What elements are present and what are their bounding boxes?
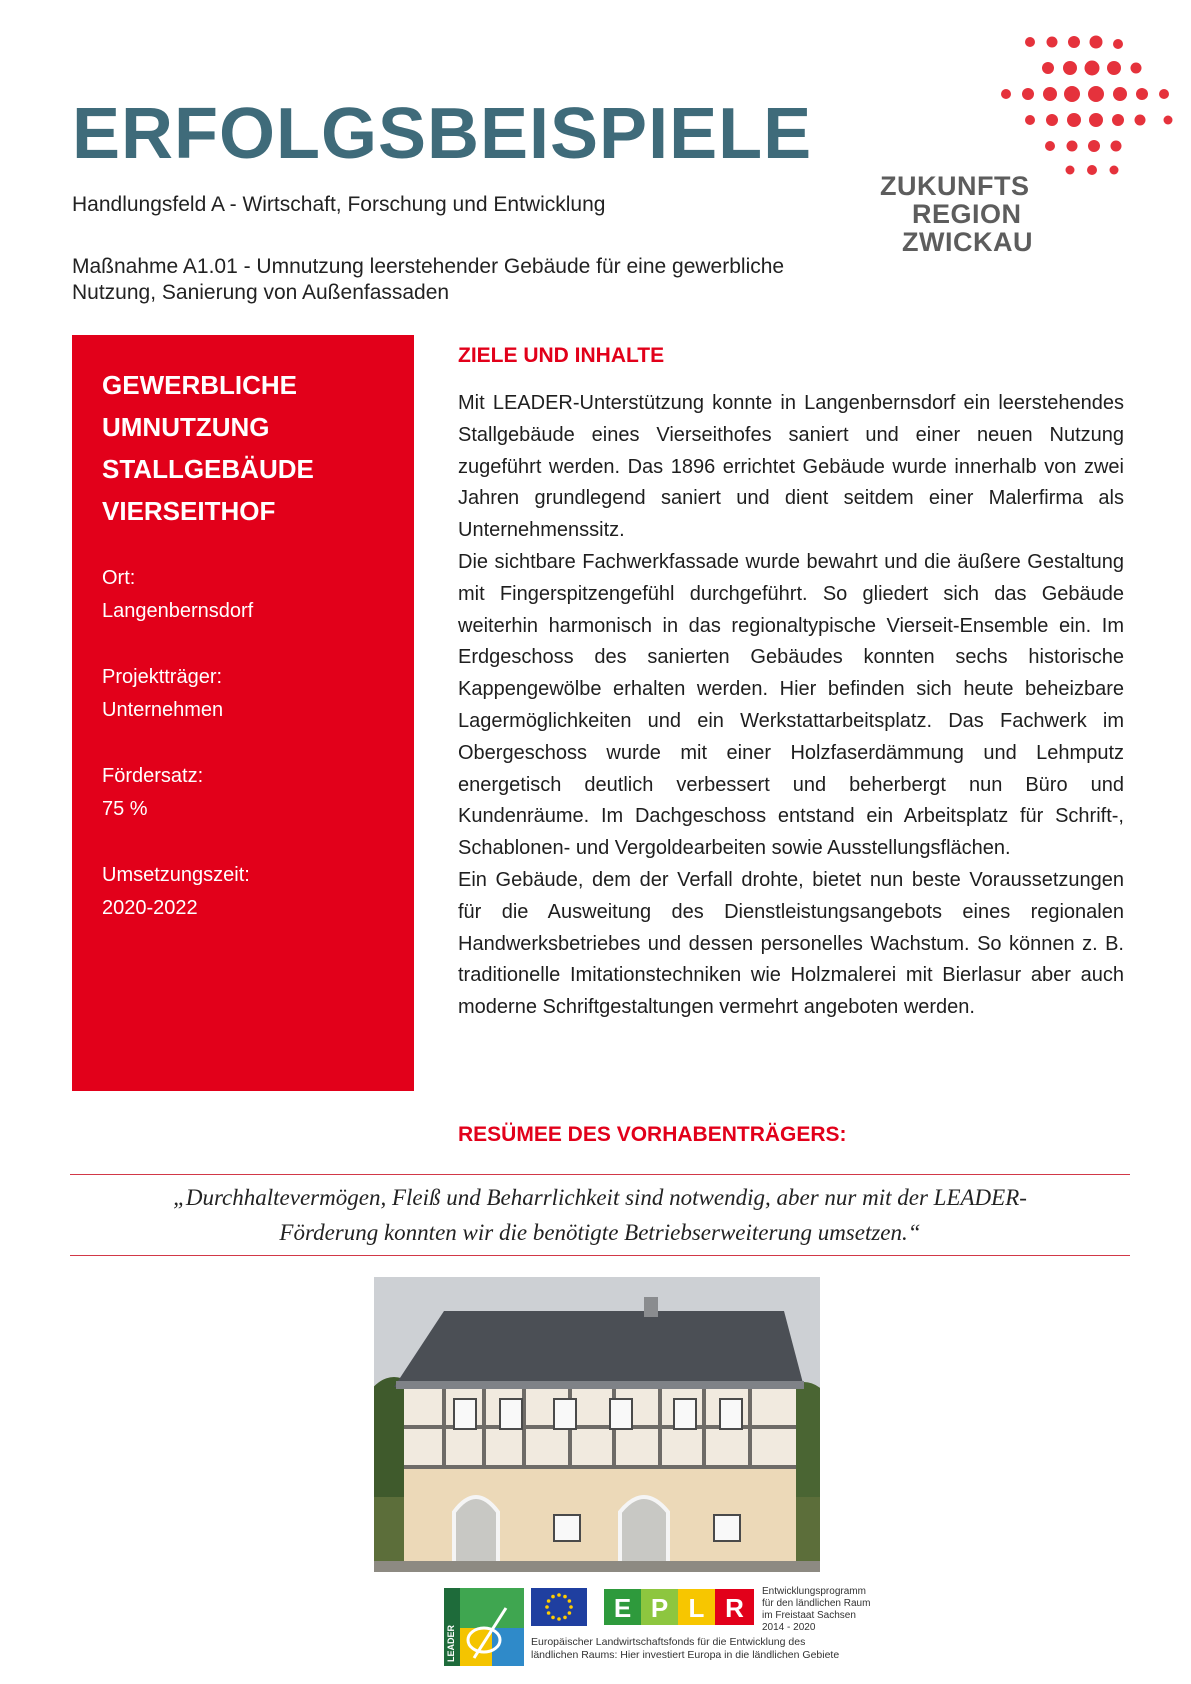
eplr-description	[762, 1586, 902, 1634]
resumee-heading: RESÜMEE DES VORHABENTRÄGERS:	[458, 1123, 847, 1146]
projekttraeger-label: Projektträger:	[102, 666, 223, 688]
logo-line-1: ZUKUNFTS	[880, 171, 1030, 201]
eplr-desc-line: für den ländlichen Raum	[762, 1598, 871, 1609]
umsetzungszeit-label: Umsetzungszeit:	[102, 864, 250, 886]
page-title: ERFOLGSBEISPIELE	[72, 94, 813, 174]
eu-fund-line: ländlichen Raums: Hier investiert Europa in die ländlichen Gebiete	[531, 1649, 840, 1661]
building-photo	[374, 1277, 820, 1572]
project-title-line: UMNUTZUNG	[102, 412, 270, 442]
paragraph: Ein Gebäude, dem der Verfall drohte, bietet nun beste Voraussetzungen für die Ausweitung des Dienstleistungsangebots eines regionalen Handwerksbetriebes und dessen personelles Wachstum. So können z. B. traditionelle Imitationstechniken wie Holzmalerei mit Bierlasur aber auch moderne Schriftgestaltungen vermehrt angeboten werden.	[458, 868, 1124, 1019]
body-text	[458, 388, 1124, 1024]
ziele-heading: ZIELE UND INHALTE	[458, 344, 665, 367]
eplr-desc-line: im Freistaat Sachsen	[762, 1610, 856, 1621]
paragraph: Mit LEADER-Unterstützung konnte in Langenbernsdorf ein leerstehendes Stallgebäude eines Vierseithofes saniert und einer neuen Nutzung zugeführt werden. Das 1896 errichtet Gebäude wurde innerhalb von zwei Jahren grundlegend saniert und dient seitdem einer Malerfirma als Unternehmenssitz.	[458, 392, 1124, 542]
foerdersatz-label: Fördersatz:	[102, 765, 204, 787]
zukunftsregion-logo-icon	[990, 22, 1180, 182]
logo-wordmark	[880, 172, 1070, 256]
divider	[70, 1174, 1130, 1175]
paragraph: Die sichtbare Fachwerkfassade wurde bewahrt und die äußere Gestaltung mit Fingerspitzengefühl durchgeführt. So gliedert sich das Gebäude weiterhin harmonisch in das regionaltypische Vierseit-Ensemble ein. Im Erdgeschoss des sanierten Gebäudes konnten sechs historische Kappengewölbe erhalten werden. Hier befinden sich heute beheizbare Lagermöglichkeiten und ein Werkstattarbeitsplatz. Das Fachwerk im Obergeschoss wurde mit einer Holzfaserdämmung und Lehmputz energetisch deutlich verbessert und beherbergt nun Büro und Kundenräume. Im Dachgeschoss entstand ein Arbeitsplatz für Schrift-, Schablonen- und Vergoldearbeiten sowie Ausstellungsflächen.	[458, 550, 1124, 860]
ort-value: Langenbernsdorf	[102, 600, 254, 622]
eu-flag-icon	[531, 1588, 587, 1626]
quote-line-1: „Durchhaltevermögen, Fleiß und Beharrlichkeit sind notwendig, aber nur mit der LEADER-	[173, 1185, 1027, 1210]
eu-fund-line: Europäischer Landwirtschaftsfonds für die Entwicklung des	[531, 1636, 806, 1648]
quote	[70, 1180, 1130, 1250]
quote-line-2: Förderung konnten wir die benötigte Betriebserweiterung umsetzen.“	[279, 1220, 921, 1245]
eplr-logo-icon	[604, 1589, 754, 1625]
project-title-line: VIERSEITHOF	[102, 496, 276, 526]
leader-logo-icon	[444, 1588, 524, 1666]
foerdersatz-value: 75 %	[102, 798, 148, 820]
measure-line-1: Maßnahme A1.01 - Umnutzung leerstehender Gebäude für eine gewerbliche	[72, 255, 785, 278]
measure-description	[72, 254, 852, 306]
project-title-line: GEWERBLICHE	[102, 370, 297, 400]
logo-line-3: ZWICKAU	[902, 227, 1033, 257]
logo-line-2: REGION	[912, 199, 1022, 229]
eplr-desc-line: 2014 - 2020	[762, 1622, 816, 1633]
eplr-desc-line: Entwicklungsprogramm	[762, 1586, 866, 1597]
projekttraeger-value: Unternehmen	[102, 699, 224, 721]
page-subtitle: Handlungsfeld A - Wirtschaft, Forschung und Entwicklung	[72, 193, 606, 216]
leader-label: LEADER	[446, 1624, 456, 1662]
eplr-letter: E	[613, 1593, 632, 1623]
project-title	[102, 364, 402, 532]
eu-fund-text	[531, 1636, 861, 1662]
divider	[70, 1255, 1130, 1256]
project-title-line: STALLGEBÄUDE	[102, 454, 314, 484]
eplr-letter: L	[688, 1593, 705, 1623]
ort-label: Ort:	[102, 567, 136, 589]
measure-line-2: Nutzung, Sanierung von Außenfassaden	[72, 281, 450, 304]
umsetzungszeit-value: 2020-2022	[102, 897, 198, 919]
eplr-letter: R	[725, 1593, 744, 1623]
eplr-letter: P	[650, 1593, 669, 1623]
